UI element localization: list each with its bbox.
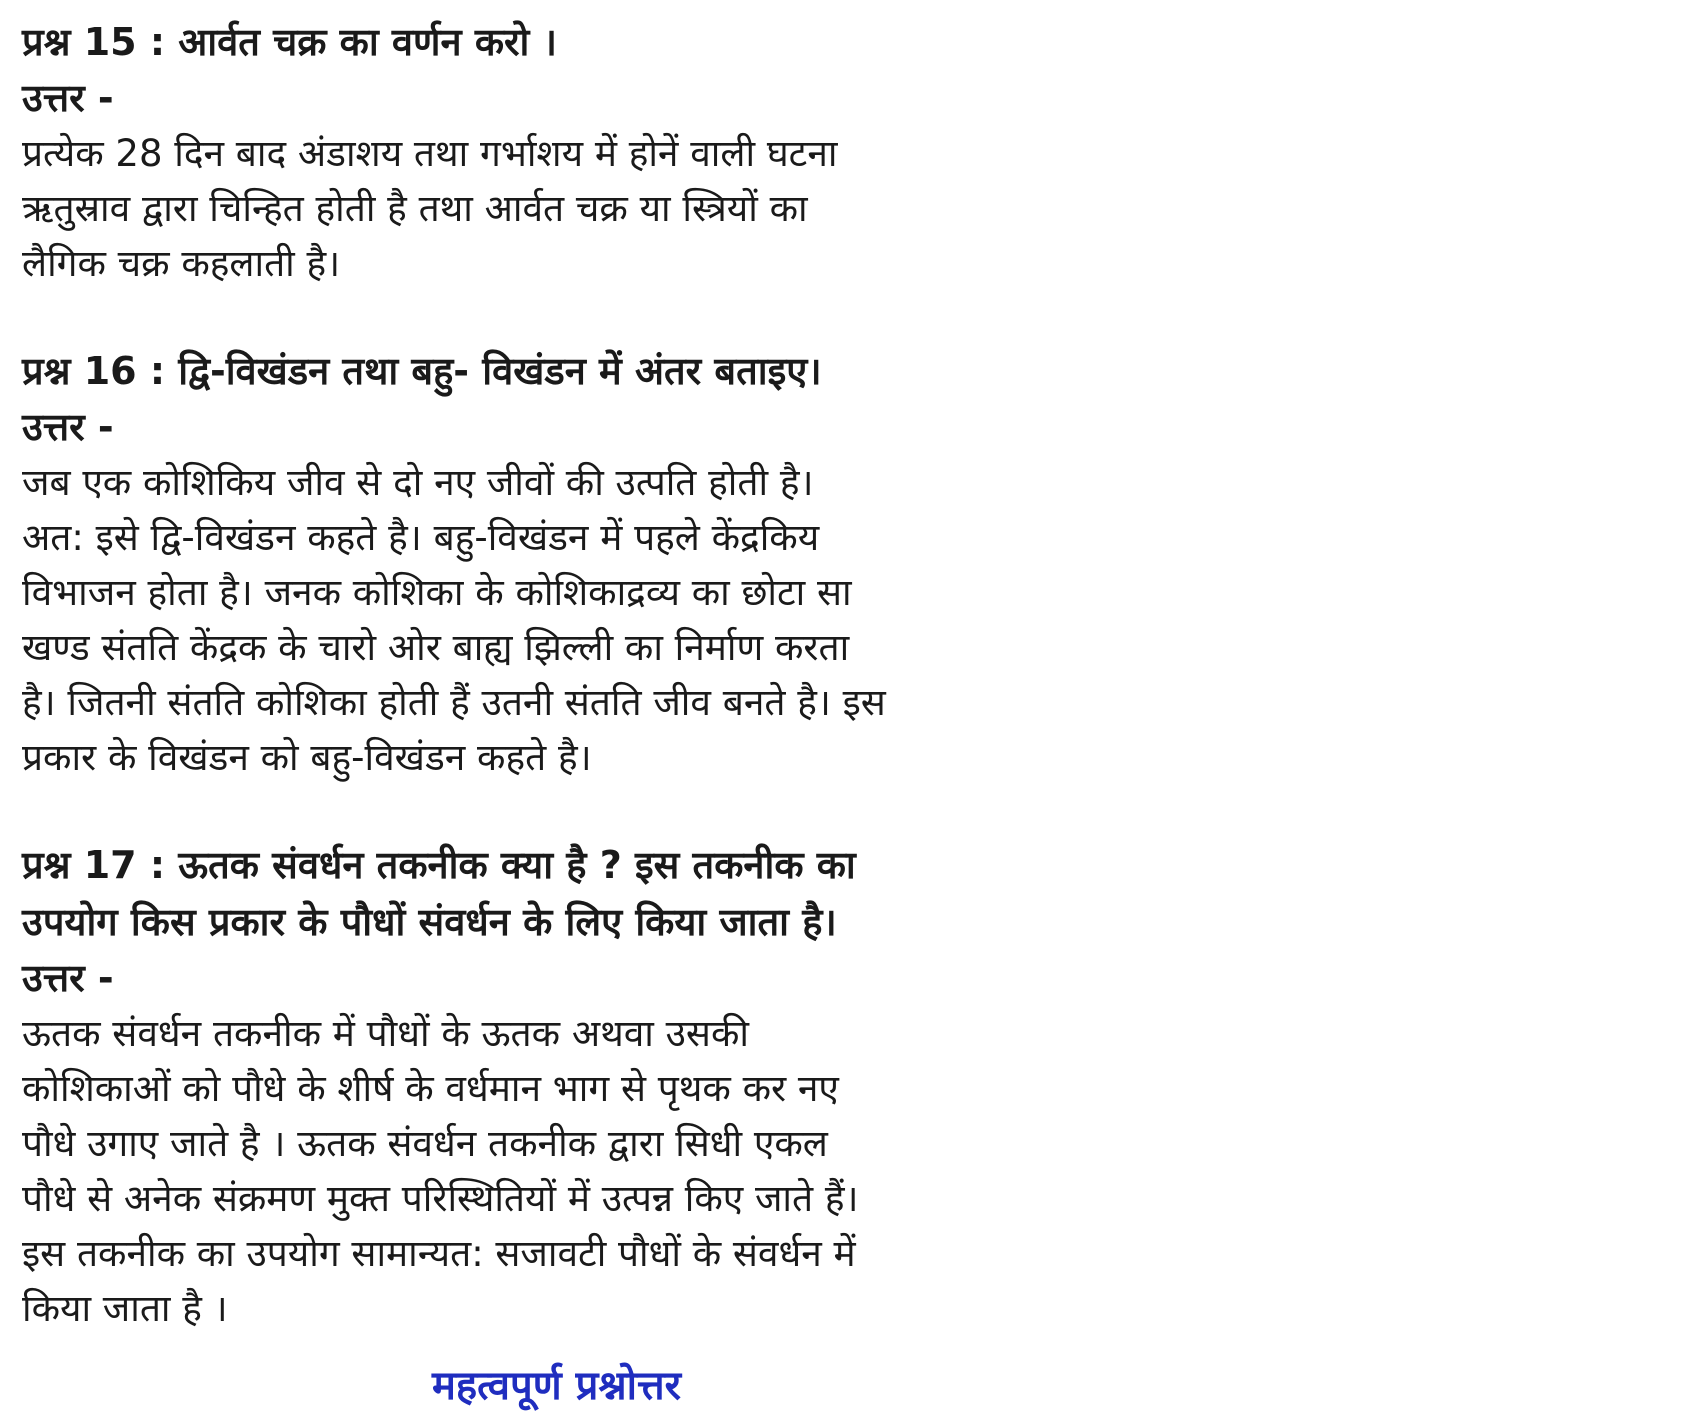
answer-line: है। जितनी संतति कोशिका होती हैं उतनी संतति जीव बनते है। इस	[22, 681, 886, 724]
answer-line: खण्ड संतति केंद्रक के चारो ओर बाह्य झिल्ली का निर्माण करता	[22, 626, 850, 669]
answer-line: कोशिकाओं को पौधे के शीर्ष के वर्धमान भाग से पृथक कर नए	[22, 1067, 839, 1110]
answer-line: ऊतक संवर्धन तकनीक में पौधों के ऊतक अथवा उसकी	[22, 1012, 749, 1055]
answer-line: जब एक कोशिकिय जीव से दो नए जीवों की उत्पति होती है।	[22, 461, 814, 504]
document-page	[22, 14, 1662, 1388]
footer-heading: महत्वपूर्ण प्रश्नोत्तर	[432, 1363, 681, 1409]
question-heading: प्रश्न 15 : आर्वत चक्र का वर्णन करो ।	[22, 20, 558, 64]
answer-line: किया जाता है ।	[22, 1287, 228, 1330]
answer-line: पौधे उगाए जाते है । ऊतक संवर्धन तकनीक द्वारा सिधी एकल	[22, 1122, 828, 1165]
qa-block-15	[22, 14, 1662, 291]
answer-line: लैगिक चक्र कहलाती है।	[22, 242, 341, 285]
question-heading: प्रश्न 16 : द्वि-विखंडन तथा बहु- विखंडन में अंतर बताइए।	[22, 349, 822, 393]
answer-line: ऋतुस्राव द्वारा चिन्हित होती है तथा आर्वत चक्र या स्त्रियों का	[22, 187, 808, 230]
qa-block-16	[22, 343, 1662, 785]
answer-line: विभाजन होता है। जनक कोशिका के कोशिकाद्रव्य का छोटा सा	[22, 571, 852, 614]
qa-block-17	[22, 837, 1662, 1336]
answer-line: अत: इसे द्वि-विखंडन कहते है। बहु-विखंडन में पहले केंद्रकिय	[22, 516, 820, 559]
answer-line: प्रत्येक 28 दिन बाद अंडाशय तथा गर्भाशय में होनें वाली घटना	[22, 132, 838, 175]
question-heading: प्रश्न 17 : ऊतक संवर्धन तकनीक क्या है ? इस तकनीक का	[22, 843, 856, 887]
answer-label: उत्तर -	[22, 956, 114, 1000]
answer-line: पौधे से अनेक संक्रमण मुक्त परिस्थितियों में उत्पन्न किए जाते हैं।	[22, 1177, 859, 1220]
question-heading-continued: उपयोग किस प्रकार के पौधों संवर्धन के लिए किया जाता है।	[22, 900, 837, 944]
answer-line: प्रकार के विखंडन को बहु-विखंडन कहते है।	[22, 736, 592, 779]
answer-label: उत्तर -	[22, 405, 114, 449]
answer-line: इस तकनीक का उपयोग सामान्यत: सजावटी पौधों के संवर्धन में	[22, 1232, 856, 1275]
answer-label: उत्तर -	[22, 76, 114, 120]
